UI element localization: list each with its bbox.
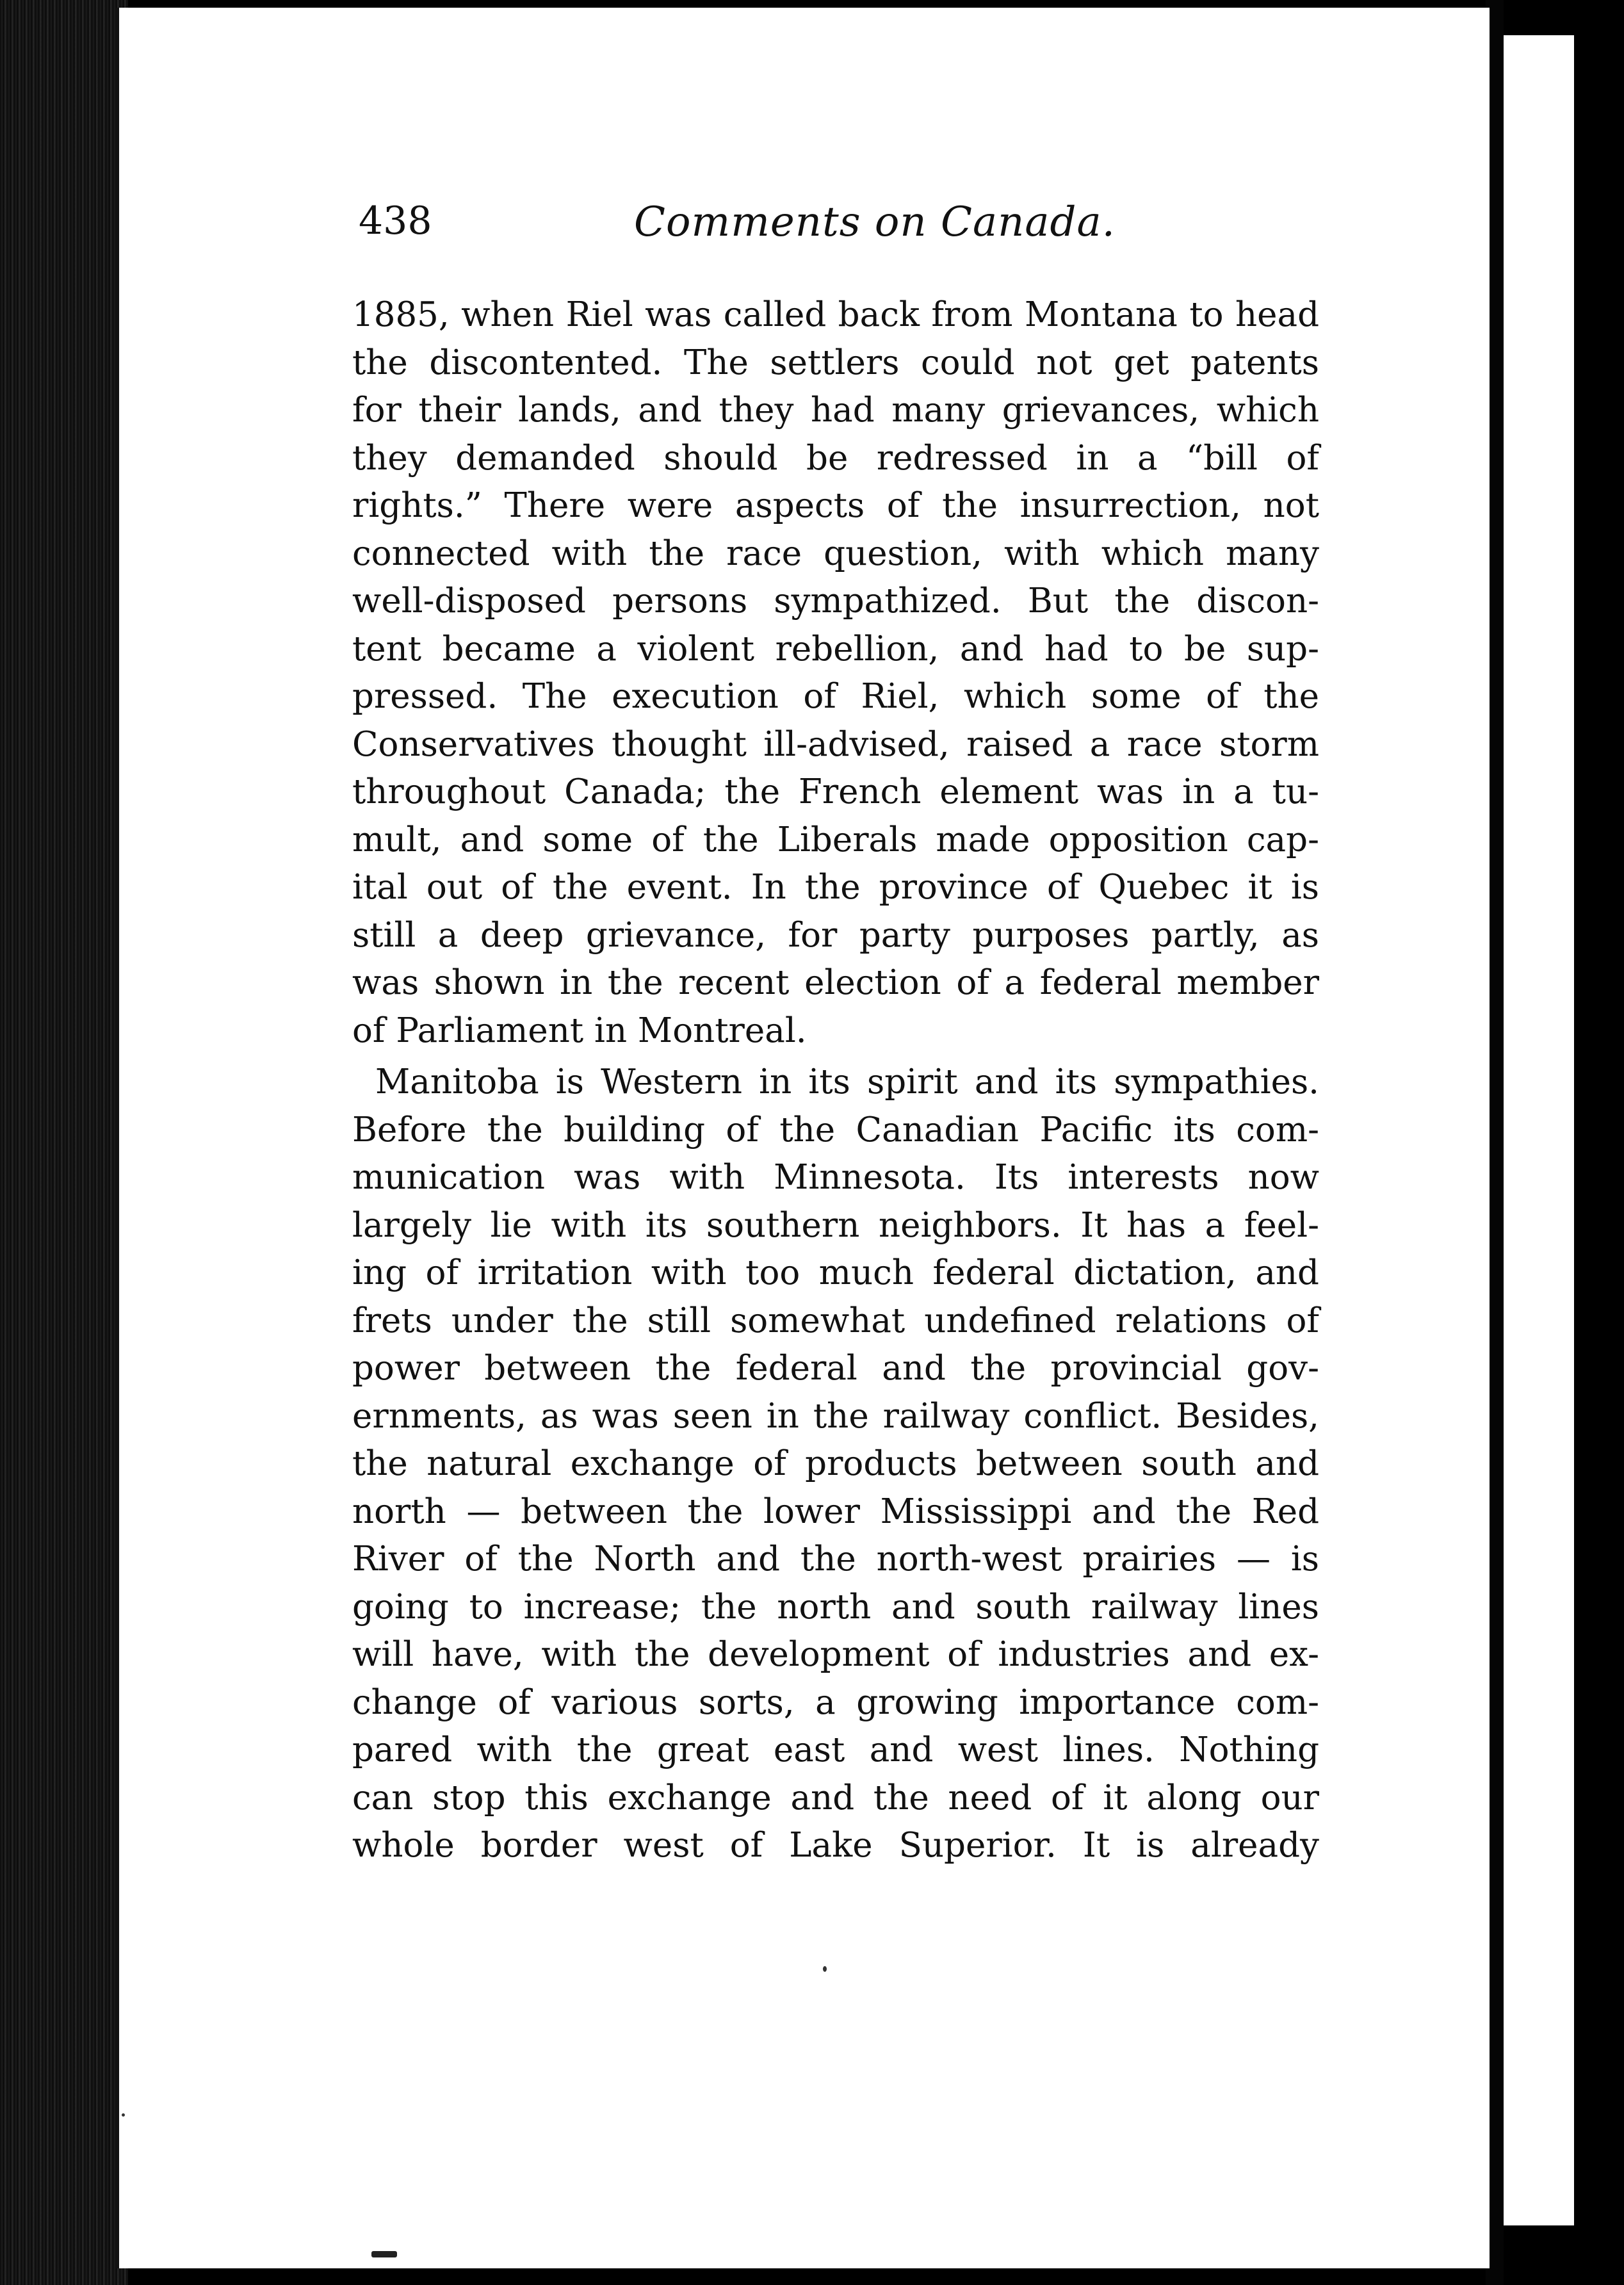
text-line: change of various sorts, a growing importance com-: [352, 1682, 1319, 1722]
text-line: Manitoba is Western in its spirit and its sympathies.: [375, 1062, 1319, 1102]
text-line: north — between the lower Mississippi and the Red: [352, 1492, 1319, 1531]
text-line: rights.” There were aspects of the insurrection, not: [352, 486, 1319, 525]
adjacent-page-strip: [1504, 35, 1574, 2225]
book-binding-edge: [0, 0, 128, 2285]
text-line: pressed. The execution of Riel, which some of the: [352, 677, 1319, 716]
text-line: the discontented. The settlers could not get patents: [352, 343, 1319, 382]
text-line: ing of irritation with too much federal dictation, and: [352, 1253, 1319, 1292]
scan-speck: [371, 2251, 397, 2257]
text-line: tent became a violent rebellion, and had to be sup-: [352, 629, 1319, 669]
text-line: ital out of the event. In the province of Quebec it is: [352, 868, 1319, 907]
text-line: whole border west of Lake Superior. It is already: [352, 1826, 1319, 1865]
scan-speck: [823, 1966, 827, 1972]
text-line: 1885, when Riel was called back from Montana to head: [352, 295, 1319, 334]
text-line: frets under the still somewhat undefined relations of: [352, 1301, 1319, 1340]
text-line: pared with the great east and west lines. Nothing: [352, 1730, 1319, 1769]
text-line: River of the North and the north-west prairies — is: [352, 1540, 1319, 1579]
text-line: largely lie with its southern neighbors. It has a feel-: [352, 1205, 1319, 1245]
text-line: ernments, as was seen in the railway conflict. Besides,: [352, 1396, 1319, 1436]
page-header: [359, 192, 1319, 263]
text-line: munication was with Minnesota. Its interests now: [352, 1158, 1319, 1197]
text-line: going to increase; the north and south railway lines: [352, 1587, 1319, 1627]
page-number: 438: [359, 199, 432, 243]
body-text: [352, 291, 1319, 1870]
text-line: power between the federal and the provincial gov-: [352, 1349, 1319, 1388]
text-line: connected with the race question, with which many: [352, 533, 1319, 573]
text-line: will have, with the development of industries and ex-: [352, 1635, 1319, 1674]
text-line: the natural exchange of products between south and: [352, 1444, 1319, 1483]
scan-speck: [122, 2113, 125, 2117]
text-line: throughout Canada; the French element was in a tu-: [352, 772, 1319, 811]
text-line: well-disposed persons sympathized. But the discon-: [352, 581, 1319, 621]
text-line: can stop this exchange and the need of it along our: [352, 1778, 1319, 1817]
text-line: was shown in the recent election of a federal member: [352, 963, 1319, 1002]
paragraph-1: [352, 291, 1319, 1055]
text-line: Before the building of the Canadian Pacific its com-: [352, 1110, 1319, 1150]
text-line: Conservatives thought ill-advised, raised a race storm: [352, 724, 1319, 764]
paragraph-2: [352, 1059, 1319, 1870]
text-line: mult, and some of the Liberals made opposition cap-: [352, 820, 1319, 859]
text-line: of Parliament in Montreal.: [352, 1011, 807, 1050]
text-line: still a deep grievance, for party purposes partly, as: [352, 915, 1319, 955]
text-line: for their lands, and they had many grievances, which: [352, 391, 1319, 430]
running-title: Comments on Canada.: [634, 199, 1116, 246]
text-line: they demanded should be redressed in a “bill of: [352, 438, 1319, 478]
